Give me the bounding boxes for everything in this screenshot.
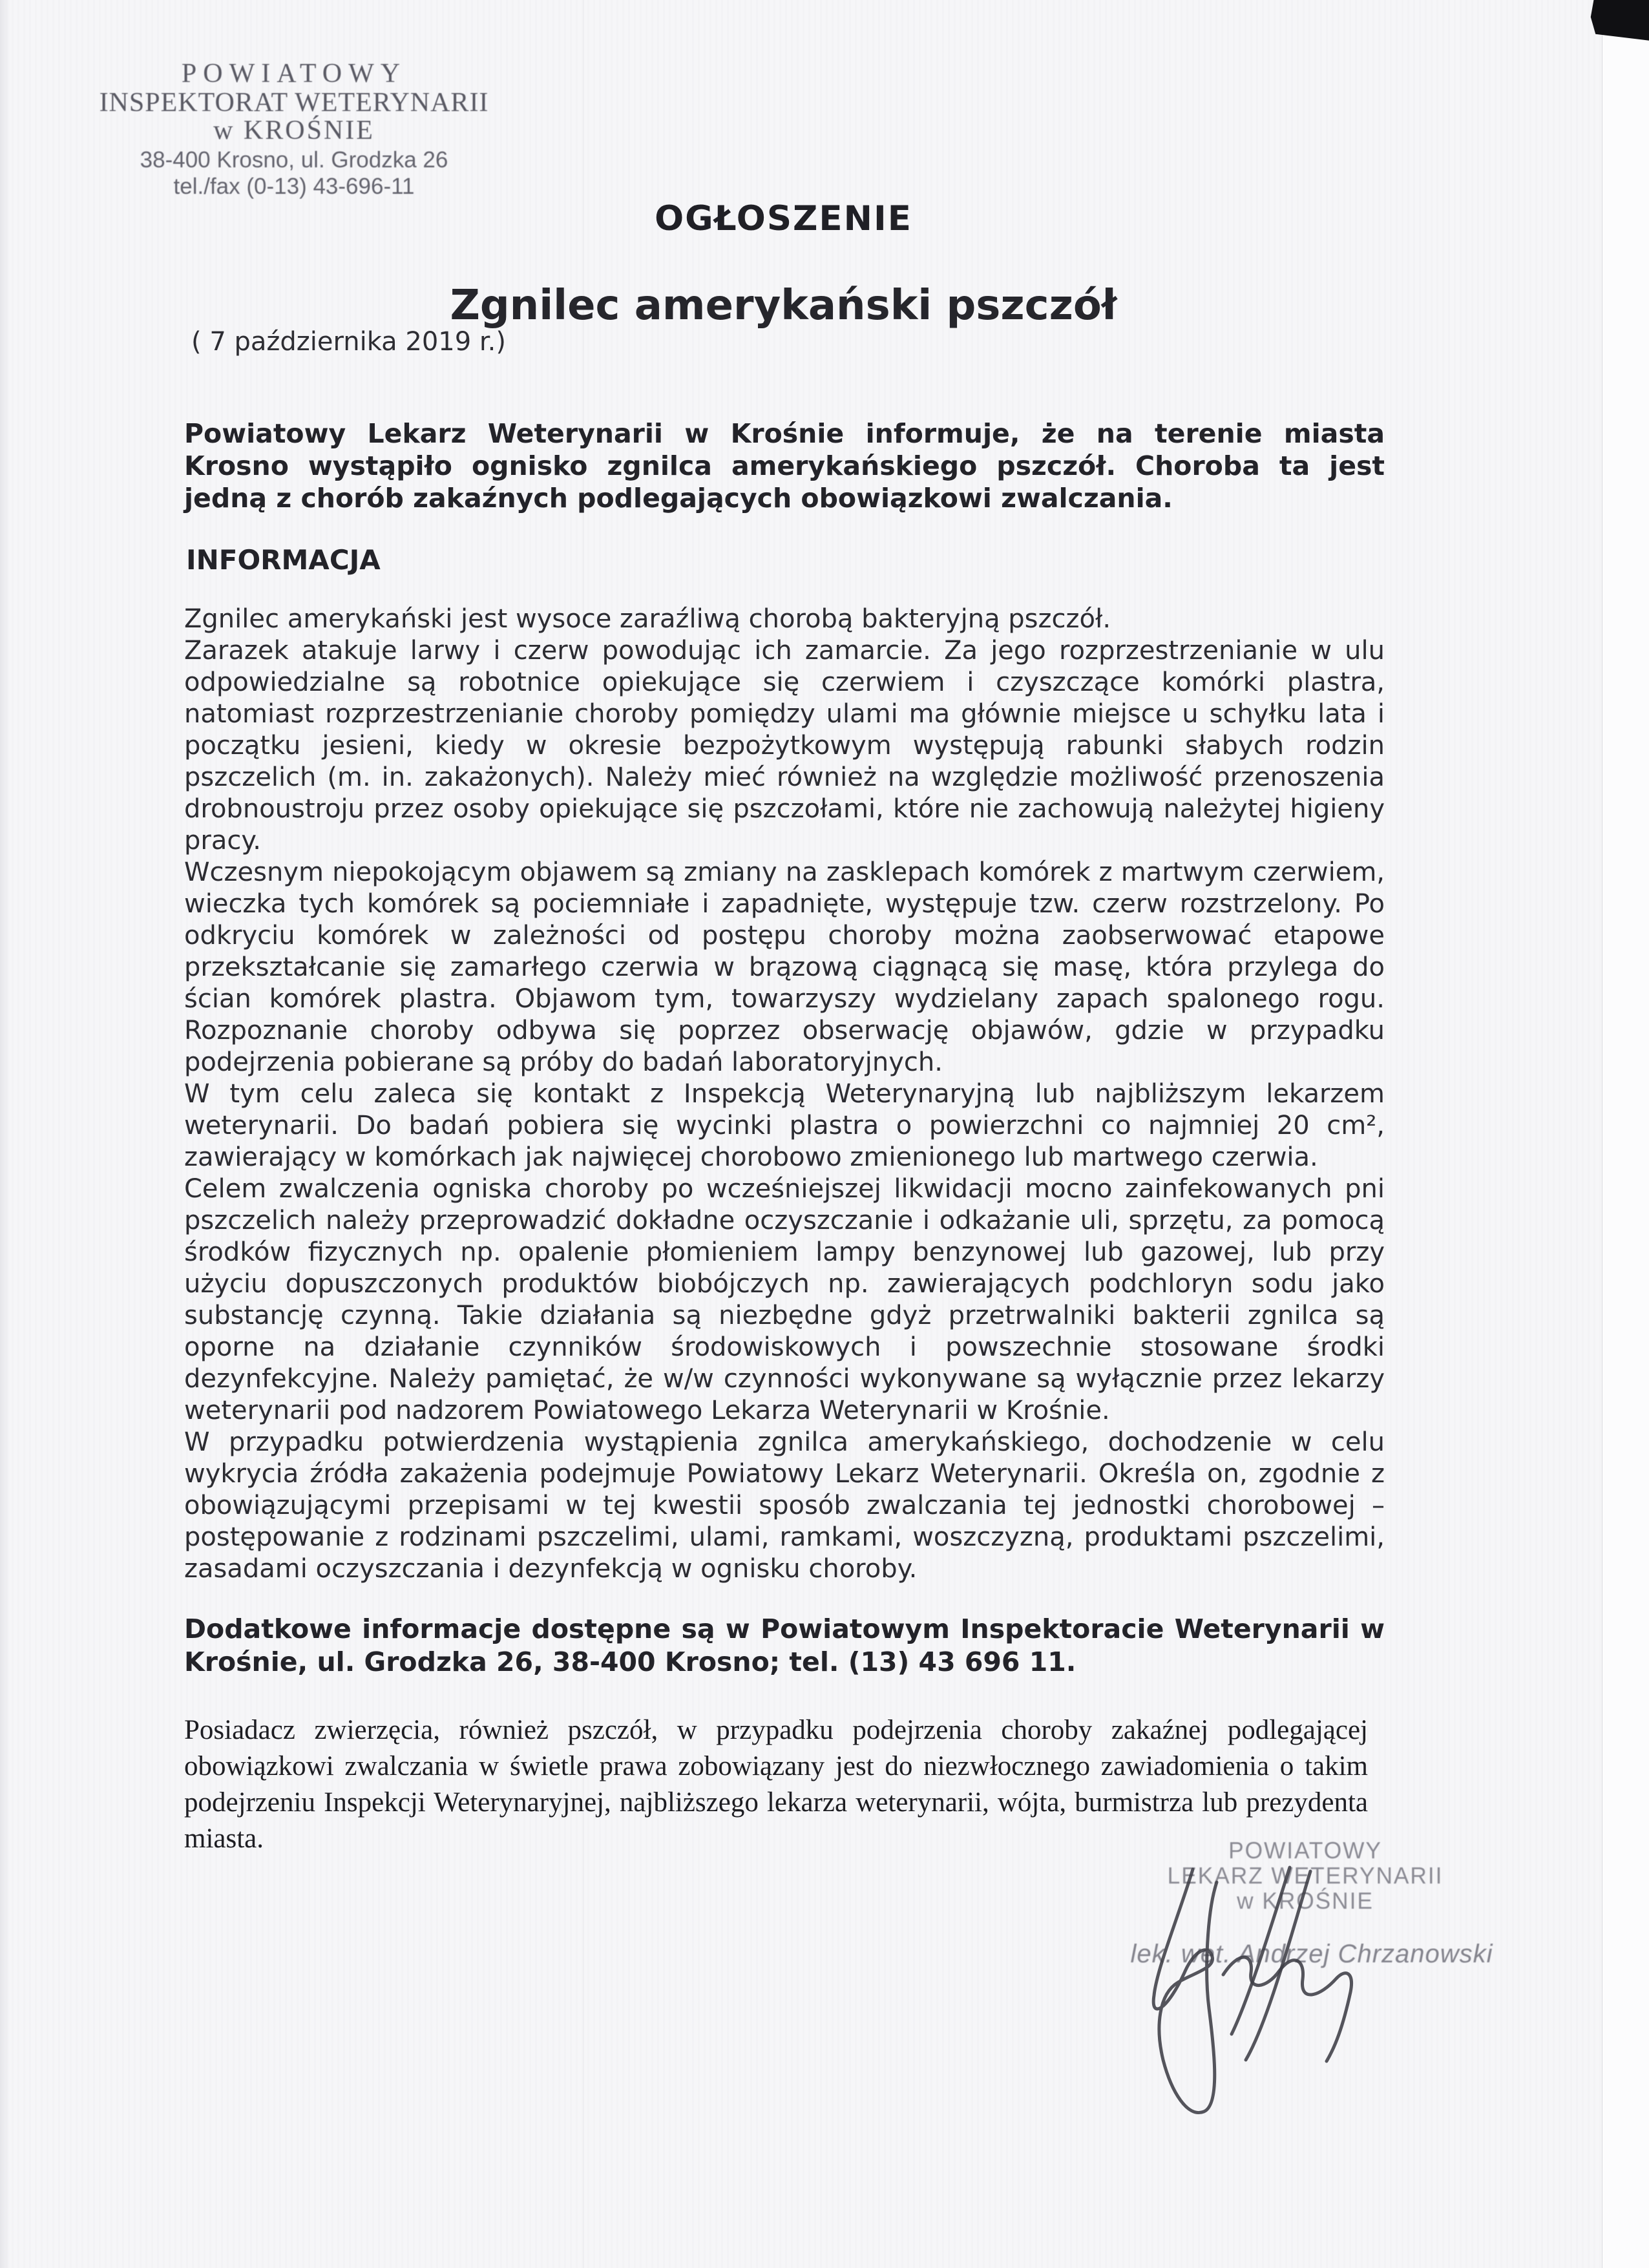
section-heading: INFORMACJA [186,544,381,576]
body-paragraph: Zgnilec amerykański jest wysoce zaraźliwą chorobą bakteryjną pszczół. [184,604,1111,634]
date-note: ( 7 października 2019 r.) [191,327,506,357]
body-paragraph: W tym celu zaleca się kontakt z Inspekcją Weterynaryjną lub najbliższym lekarzem weterynarii. Do badań pobiera się wycinki plastra o powierzchni co najmniej 20 cm², zawierający w komórkach jak najwięcej chorobowo zmienionego lub martwego czerwia. [184,1079,1385,1172]
scan-right-margin [1602,0,1649,2268]
signature-name: lek. wet. Andrzej Chrzanowski [1130,1940,1493,1968]
agency-stamp [68,59,520,200]
body-paragraph: W przypadku potwierdzenia wystąpienia zgnilca amerykańskiego, dochodzenie w celu wykrycia źródła zakażenia podejmuje Powiatowy Lekarz Weterynarii. Określa on, zgodnie z obowiązującymi przepisami w tej kwestii sposób zwalczania tej jednostki chorobowej – postępowanie z rodzinami pszczelimi, ulami, ramkami, woszczyzną, produktami pszczelimi, zasadami oczyszczania i dezynfekcją w ognisku choroby. [184,1427,1385,1584]
announcement-title: OGŁOSZENIE [655,199,912,238]
signature-scribble [1117,1834,1427,2137]
body-text [184,604,1385,1585]
scanner-corner-mark [1588,0,1649,43]
body-paragraph: Wczesnym niepokojącym objawem są zmiany na zasklepach komórek z martwym czerwiem, wieczka tych komórek są pociemniałe i zapadnięte, występuje tzw. czerw rozstrzelony. Po odkryciu komórek w zależności od postępu choroby można zaobserwować etapowe przekształcanie się zamarłego czerwia w brązową ciągnącą się masę, która przylega do ścian komórek plastra. Objawom tym, towarzyszy wydzielany zapach spalonego rogu. Rozpoznanie choroby odbywa się poprzez obserwację objawów, gdzie w przypadku podejrzenia pobierane są próby do badań laboratoryjnych. [184,857,1385,1077]
intro-paragraph: Powiatowy Lekarz Weterynarii w Krośnie informuje, że na terenie miasta Krosno wystąpiło ognisko zgnilca amerykańskiego pszczół. Choroba ta jest jedną z chorób zakaźnych podlegających obowiązkowi zwalczania. [184,418,1385,514]
vet-officer-stamp-line: w KROŚNIE [1237,1887,1374,1914]
agency-stamp-line: POWIATOWY [181,59,407,89]
contact-note: Dodatkowe informacje dostępne są w Powiatowym Inspektoracie Weterynarii w Krośnie, ul. Grodzka 26, 38-400 Krosno; tel. (13) 43 696 11. [184,1613,1385,1677]
announcement-subtitle: Zgnilec amerykański pszczół [450,282,1117,330]
agency-stamp-phone: tel./fax (0-13) 43-696-11 [173,174,415,199]
agency-stamp-address: 38-400 Krosno, ul. Grodzka 26 [140,147,448,173]
vet-officer-stamp-line: LEKARZ WETERYNARII [1167,1862,1444,1889]
body-paragraph: Zarazek atakuje larwy i czerw powodując ich zamarcie. Za jego rozprzestrzenianie w ulu odpowiedzialne są robotnice opiekujące się czerwiem i czyszczące komórki plastra, natomiast rozprzestrzenianie choroby pomiędzy ulami ma głównie miejsce u schyłku lata i początku jesieni, kiedy w okresie bezpożytkowym występują rabunki słabych rodzin pszczelich (m. in. zakażonych). Należy mieć również na względzie możliwość przenoszenia drobnoustroju przez osoby opiekujące się pszczołami, które nie zachowują należytej higieny pracy. [184,636,1385,856]
body-paragraph: Celem zwalczenia ogniska choroby po wcześniejszej likwidacji mocno zainfekowanych pni pszczelich należy przeprowadzić dokładne oczyszczanie i odkażanie uli, sprzętu, za pomocą środków fizycznych np. opalenie płomieniem lampy benzynowej lub gazowej, lub przy użyciu dopuszczonych produktów biobójczych np. zawierających podchloryn sodu jako substancję czynną. Takie działania są niezbędne gdyż przetrwalniki bakterii zgnilca są oporne na działanie czynników środowiskowych i powszechnie stosowane środki dezynfekcyjne. Należy pamiętać, że w/w czynności wykonywane są wyłącznie przez lekarzy weterynarii pod nadzorem Powiatowego Lekarza Weterynarii w Krośnie. [184,1174,1385,1425]
agency-stamp-line: w KROŚNIE [213,116,375,145]
agency-stamp-line: INSPEKTORAT WETERYNARII [99,88,489,118]
vet-officer-stamp-line: POWIATOWY [1228,1837,1382,1864]
legal-note: Posiadacz zwierzęcia, również pszczół, w przypadku podejrzenia choroby zakaźnej podlegającej obowiązkowi zwalczania w świetle prawa zobowiązany jest do niezwłocznego zawiadomienia o takim podejrzeniu Inspekcji Weterynaryjnej, najbliższego lekarza weterynarii, wójta, burmistrza lub prezydenta miasta. [184,1715,1368,1854]
